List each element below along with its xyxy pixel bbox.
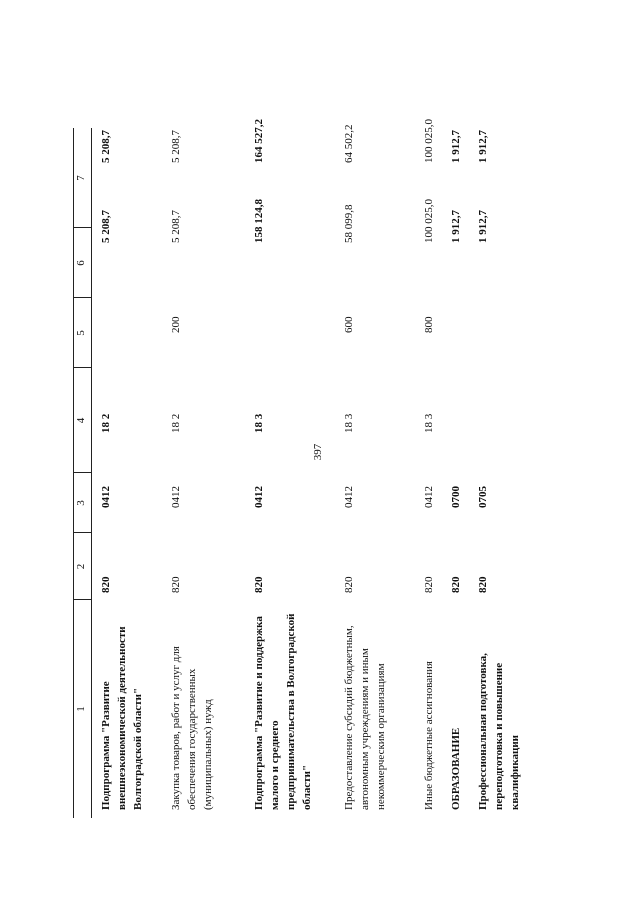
table-cell-program: 18 3 [423,413,435,433]
table-cell-expense-type: 600 [343,316,355,333]
table-cell-ministry: 820 [450,576,462,593]
column-header: 1 [75,706,87,712]
table-cell-section: 0412 [170,486,182,508]
table-cell-section: 0412 [100,486,112,508]
table-row-name: Предоставление субсидий бюджетным, автономным учреждениям и иным некоммерческим организациям [343,625,387,810]
table-cell-ministry: 820 [343,576,355,593]
table-cell-amount-6: 5 208,7 [100,210,112,243]
table-cell-amount-7: 1 912,7 [450,130,462,163]
table-cell-section: 0700 [450,486,462,508]
table-cell-expense-type: 800 [423,316,435,333]
table-row-name: Закупка товаров, работ и услуг для обеспечения государственных (муниципальных) нужд [170,646,214,810]
column-header: 7 [75,175,87,181]
table-cell-section: 0412 [423,486,435,508]
table-cell-amount-7: 164 527,2 [253,119,265,163]
table-cell-program: 18 3 [253,413,265,433]
table-cell-amount-6: 158 124,8 [253,199,265,243]
column-header: 6 [75,260,87,266]
table-cell-ministry: 820 [423,576,435,593]
table-cell-ministry: 820 [477,576,489,593]
column-header: 3 [75,500,87,506]
table-cell-amount-7: 64 502,2 [343,124,355,163]
table-cell-amount-6: 58 099,8 [343,204,355,243]
header-bottom-rule [91,128,92,818]
table-cell-amount-6: 5 208,7 [170,210,182,243]
table-cell-amount-6: 1 912,7 [450,210,462,243]
table-cell-section: 0412 [253,486,265,508]
table-cell-amount-7: 1 912,7 [477,130,489,163]
table-cell-amount-6: 1 912,7 [477,210,489,243]
table-cell-ministry: 820 [100,576,112,593]
table-row-name: Подпрограмма "Развитие внешнеэкономической деятельности Волгоградской области" [100,626,144,810]
table-cell-expense-type: 200 [170,316,182,333]
table-row-name: Подпрограмма "Развитие и поддержка малого и среднего предпринимательства в Волгоградской области" [253,613,313,810]
table-cell-program: 18 2 [100,413,112,433]
table-row-name: ОБРАЗОВАНИЕ [450,727,462,810]
table-cell-section: 0412 [343,486,355,508]
column-header: 5 [75,330,87,336]
table-row-name: Профессиональная подготовка, переподготовка и повышение квалификации [477,653,521,810]
budget-table [73,119,523,818]
table-cell-amount-7: 100 025,0 [423,119,435,163]
table-cell-ministry: 820 [170,576,182,593]
table-cell-amount-7: 5 208,7 [170,130,182,163]
table-cell-amount-7: 5 208,7 [100,130,112,163]
table-cell-program: 18 3 [343,413,355,433]
column-header: 4 [75,417,87,424]
column-header: 2 [75,563,87,570]
table-row-name: Иные бюджетные ассигнования [423,661,435,810]
page-number: 397 [312,443,324,461]
table-cell-ministry: 820 [253,576,265,593]
table-cell-section: 0705 [477,486,489,508]
table-cell-amount-6: 100 025,0 [423,199,435,243]
table-cell-program: 18 2 [170,413,182,433]
